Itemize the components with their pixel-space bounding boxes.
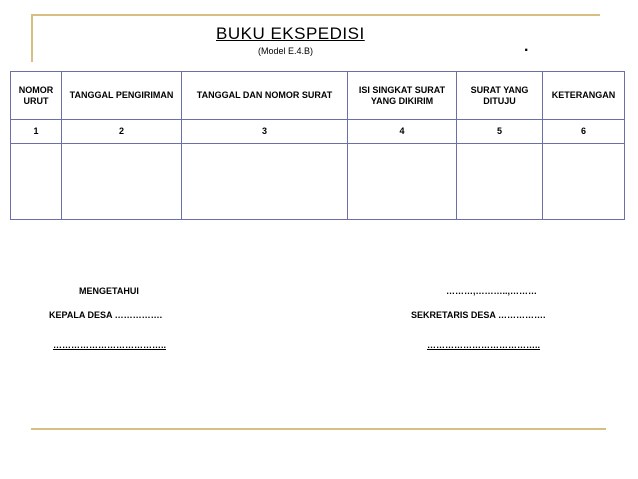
empty-cell: [348, 144, 457, 220]
top-decorative-line: [31, 14, 600, 16]
village-head-name-line: ………………………………..: [53, 340, 167, 350]
table-header-row: [11, 72, 625, 120]
left-decorative-line: [31, 14, 33, 62]
column-number-row: [11, 120, 625, 144]
column-number: 6: [543, 120, 625, 144]
column-number: 4: [348, 120, 457, 144]
table-row: [11, 144, 625, 220]
empty-cell: [457, 144, 543, 220]
column-number: 3: [182, 120, 348, 144]
expedition-table: [10, 71, 625, 220]
header-tanggal-nomor-surat: TANGGAL DAN NOMOR SURAT: [182, 72, 348, 120]
empty-cell: [62, 144, 182, 220]
column-number: 1: [11, 120, 62, 144]
bottom-decorative-line: [31, 428, 606, 430]
header-surat-yang-dituju: SURAT YANG DITUJU: [457, 72, 543, 120]
header-nomor-urut: NOMOR URUT: [11, 72, 62, 120]
document-model-code: (Model E.4.B): [258, 46, 314, 56]
column-number: 5: [457, 120, 543, 144]
acknowledge-label: MENGETAHUI: [79, 286, 139, 296]
document-title: BUKU EKSPEDISI: [216, 24, 365, 43]
header-tanggal-pengiriman: TANGGAL PENGIRIMAN: [62, 72, 182, 120]
empty-cell: [182, 144, 348, 220]
empty-cell: [11, 144, 62, 220]
title-dot: .: [524, 38, 529, 55]
village-secretary-label: SEKRETARIS DESA …………….: [411, 310, 546, 320]
header-isi-singkat-surat: ISI SINGKAT SURAT YANG DIKIRIM: [348, 72, 457, 120]
village-secretary-name-line: ………………………………..: [427, 340, 541, 350]
header-keterangan: KETERANGAN: [543, 72, 625, 120]
column-number: 2: [62, 120, 182, 144]
place-date-line: ………,………..,………: [446, 286, 538, 296]
empty-cell: [543, 144, 625, 220]
village-head-label: KEPALA DESA …………….: [49, 310, 163, 320]
